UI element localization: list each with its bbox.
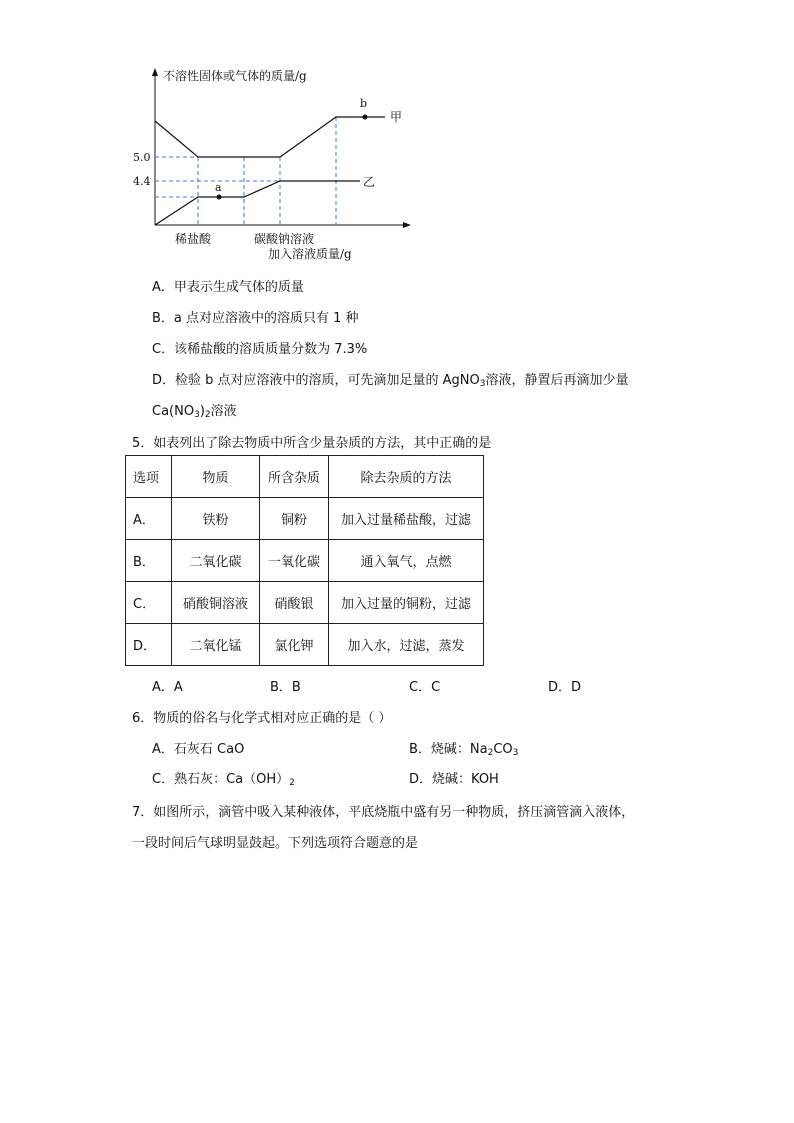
table-cell: 铜粉 [260, 498, 329, 540]
table-cell: 二氧化碳 [172, 540, 260, 582]
stage-label-hcl: 稀盐酸 [175, 232, 212, 246]
table-cell: C． [126, 582, 172, 624]
q6-option-b [409, 738, 518, 758]
q6-option-d: D．烧碱：KOH [409, 772, 499, 787]
curve-jia [155, 117, 385, 157]
q7-line2: 一段时间后气球明显鼓起。下列选项符合题意的是 [132, 836, 419, 851]
formula-text: CO [493, 742, 513, 757]
table-cell: A． [126, 498, 172, 540]
table-cell: B． [126, 540, 172, 582]
table-cell: 加入过量稀盐酸，过滤 [329, 498, 484, 540]
table-header-row [126, 456, 484, 498]
q4-option-c: C．该稀盐酸的溶质质量分数为 7.3% [152, 342, 368, 357]
curve-yi-label: 乙 [363, 175, 376, 189]
q4-option-d [152, 369, 629, 389]
table-cell: 硝酸银 [260, 582, 329, 624]
q5-answer-a: A．A [152, 680, 183, 695]
q5-stem: 5．如表列出了除去物质中所含少量杂质的方法，其中正确的是 [132, 436, 492, 451]
table-row [126, 582, 484, 624]
y-tick-5-0: 5.0 [133, 151, 151, 164]
table-row [126, 498, 484, 540]
table-cell: D． [126, 624, 172, 666]
table-row [126, 624, 484, 666]
subscript: 2 [204, 410, 211, 420]
formula-text: B．烧碱：Na [409, 742, 488, 757]
header-cell: 除去杂质的方法 [329, 456, 484, 498]
header-cell: 选项 [126, 456, 172, 498]
q5-answer-d: D．D [548, 680, 582, 695]
q4-option-b: B．a 点对应溶液中的溶质只有 1 种 [152, 311, 359, 326]
x-axis-label: 加入溶液质量/g [268, 247, 352, 261]
subscript: 3 [479, 379, 486, 389]
stage-label-na2co3: 碳酸钠溶液 [254, 232, 315, 246]
point-a-marker [217, 195, 222, 200]
point-b-label: b [360, 97, 368, 110]
table-cell: 铁粉 [172, 498, 260, 540]
formula-text: Ca(NO [152, 404, 195, 419]
x-axis-arrow [403, 222, 411, 228]
formula-text: C．熟石灰：Ca（OH） [152, 772, 290, 787]
y-axis-label: 不溶性固体或气体的质量/g [163, 69, 307, 83]
q6-stem: 6．物质的俗名与化学式相对应正确的是（ ） [132, 711, 392, 726]
y-tick-4-4: 4.4 [133, 175, 151, 188]
mass-graph [0, 0, 794, 270]
y-axis-arrow [152, 68, 158, 76]
q4-option-d-line2 [152, 400, 237, 420]
q4-option-d-text: D．检验 b 点对应溶液中的溶质，可先滴加足量的 AgNO [152, 373, 480, 388]
table-cell: 一氧化碳 [260, 540, 329, 582]
point-a-label: a [215, 181, 222, 194]
table-cell: 加入过量的铜粉，过滤 [329, 582, 484, 624]
table-cell: 硝酸铜溶液 [172, 582, 260, 624]
q5-answer-b: B．B [270, 680, 301, 695]
q4-option-d-text-2: 溶液，静置后再滴加少量 [485, 373, 629, 388]
q5-answer-c: C．C [409, 680, 441, 695]
q5-table [125, 455, 484, 666]
curve-jia-label: 甲 [390, 110, 403, 124]
header-cell: 物质 [172, 456, 260, 498]
table-cell: 二氧化锰 [172, 624, 260, 666]
subscript: 2 [289, 778, 295, 788]
curve-yi [155, 181, 360, 225]
q7-line1: 7．如图所示，滴管中吸入某种液体，平底烧瓶中盛有另一种物质，挤压滴管滴入液体， [132, 805, 635, 820]
table-cell: 通入氧气，点燃 [329, 540, 484, 582]
formula-text: ) [199, 404, 205, 419]
table-row [126, 540, 484, 582]
table-cell: 氯化钾 [260, 624, 329, 666]
point-b-marker [363, 115, 368, 120]
formula-text: 溶液 [210, 404, 237, 419]
subscript: 2 [487, 748, 494, 758]
header-cell: 所含杂质 [260, 456, 329, 498]
q4-option-a: A．甲表示生成气体的质量 [152, 280, 304, 295]
q6-option-a: A．石灰石 CaO [152, 742, 245, 757]
table-cell: 加入水，过滤，蒸发 [329, 624, 484, 666]
subscript: 3 [194, 410, 200, 420]
subscript: 3 [512, 748, 519, 758]
q6-option-c [152, 768, 295, 788]
